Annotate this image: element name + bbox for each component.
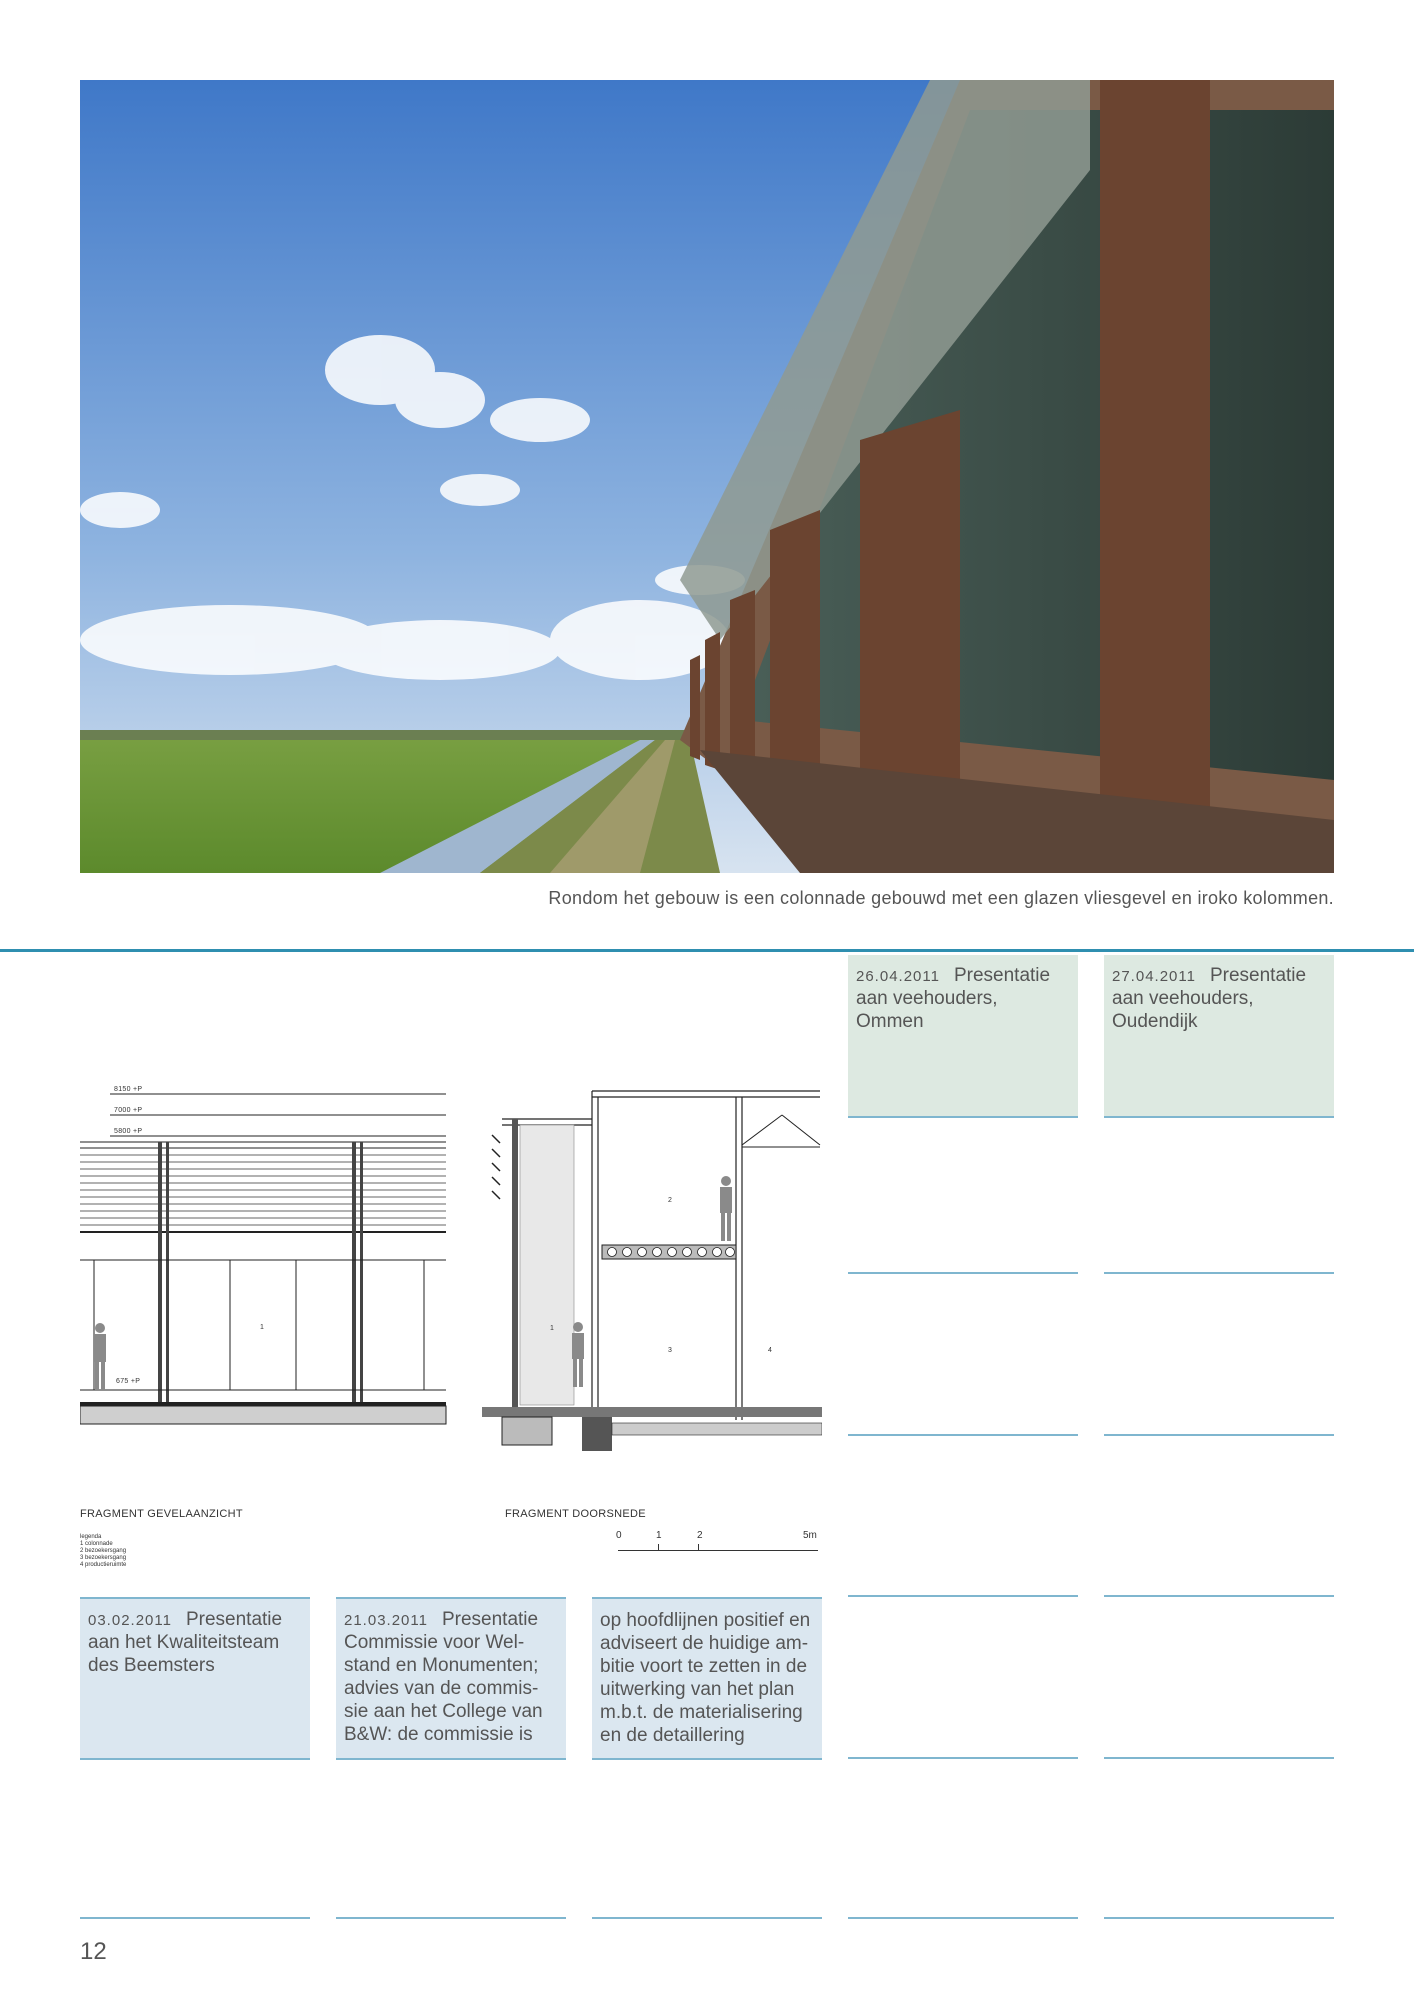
timeline-entry [1104, 955, 1334, 1117]
page-number: 12 [80, 1938, 107, 1965]
legend-item: 3 bezoekersgang [80, 1555, 127, 1561]
entry-date: 03.02.2011 [88, 1612, 172, 1629]
entry-date: 26.04.2011 [856, 968, 940, 985]
entry-date: 21.03.2011 [344, 1612, 428, 1629]
legend-item: 1 colonnade [80, 1541, 113, 1547]
grid-line [848, 1272, 1078, 1274]
building-photo [80, 80, 1334, 873]
entry-title: Presentatie [1209, 965, 1307, 986]
drawing-legend [80, 1534, 126, 1569]
entry-date: 27.04.2011 [1112, 968, 1196, 985]
level-label: 5800 +P [114, 1128, 143, 1135]
grid-line [336, 1917, 566, 1919]
grid-line [1104, 1757, 1334, 1759]
scale-tick-label: 1 [656, 1530, 662, 1541]
legend-item: 2 bezoekersgang [80, 1548, 127, 1554]
grid-line [1104, 1917, 1334, 1919]
entry-body: op hoofdlijnen positief en adviseert de huidige am- bitie voort te zetten in de uitwerking van het plan m.b.t. de materialisering en de detaillering [600, 1610, 811, 1746]
room-number: 1 [260, 1324, 265, 1331]
timeline-entry [592, 1597, 822, 1759]
timeline-entry [80, 1597, 310, 1759]
legend-item: 4 productieruimte [80, 1562, 127, 1568]
grid-line [848, 1434, 1078, 1436]
entry-body: aan veehouders, Oudendijk [1112, 988, 1254, 1032]
entry-title: Presentatie [185, 1609, 283, 1630]
section-label: FRAGMENT DOORSNEDE [505, 1508, 646, 1520]
entry-title: Presentatie [953, 965, 1051, 986]
elevation-label: FRAGMENT GEVELAANZICHT [80, 1508, 243, 1520]
grid-line [848, 1917, 1078, 1919]
photo-caption: Rondom het gebouw is een colonnade gebouwd met een glazen vliesgevel en iroko kolommen. [548, 888, 1334, 908]
elevation-drawing [80, 1080, 450, 1440]
grid-line [1104, 1272, 1334, 1274]
timeline-entry [336, 1597, 566, 1759]
level-label: 8150 +P [114, 1086, 143, 1093]
level-label: 7000 +P [114, 1107, 143, 1114]
room-number: 4 [768, 1347, 773, 1354]
grid-line [848, 1595, 1078, 1597]
entry-title: Presentatie [441, 1609, 539, 1630]
grid-line [592, 1917, 822, 1919]
scale-tick-label: 0 [616, 1530, 622, 1541]
room-number: 3 [668, 1347, 673, 1354]
legend-title: legenda [80, 1534, 102, 1540]
entry-body: Commissie voor Wel- stand en Monumenten; advies van de commis- sie aan het College van B&W: de commissie is [344, 1632, 543, 1745]
timeline-entry [848, 955, 1078, 1117]
room-number: 2 [668, 1197, 673, 1204]
scale-tick-label: 2 [697, 1530, 703, 1541]
level-label: 675 +P [116, 1378, 141, 1385]
grid-line [848, 1757, 1078, 1759]
entry-body: aan veehouders, Ommen [856, 988, 998, 1032]
grid-line [80, 1917, 310, 1919]
grid-line [1104, 1434, 1334, 1436]
scale-bar [600, 1530, 820, 1560]
section-divider [0, 949, 1414, 952]
room-number: 1 [550, 1325, 555, 1332]
scale-tick-label: 5m [803, 1530, 817, 1541]
section-drawing [482, 1085, 822, 1465]
entry-body: aan het Kwaliteitsteam des Beemsters [88, 1632, 280, 1676]
grid-line [1104, 1595, 1334, 1597]
